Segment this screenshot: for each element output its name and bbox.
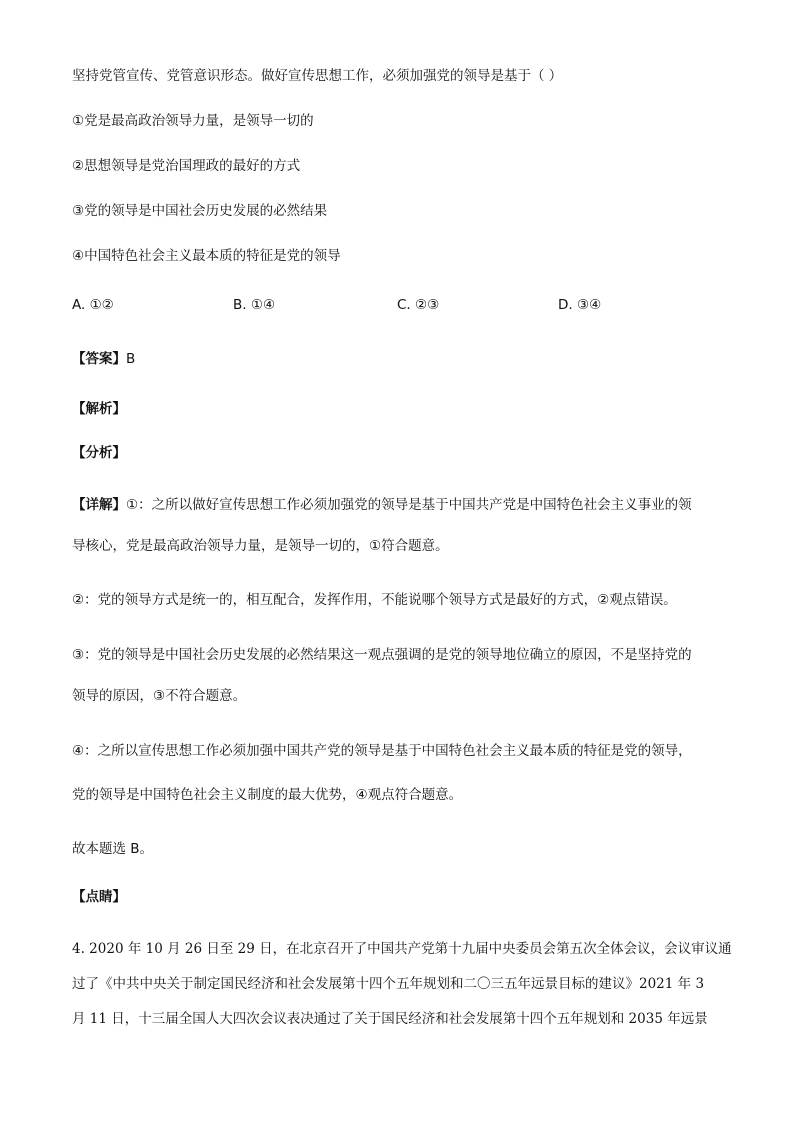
detail-p4-line1: ④：之所以宣传思想工作必须加强中国共产党的领导是基于中国特色社会主义最本质的特征是党的领导， <box>72 743 692 759</box>
detail-p3-line1: ③：党的领导是中国社会历史发展的必然结果这一观点强调的是党的领导地位确立的原因，不是坚持党的 <box>72 647 692 663</box>
statement-3: ③党的领导是中国社会历史发展的必然结果 <box>72 203 328 219</box>
option-b: B. ①④ <box>233 297 276 313</box>
detail-p3-line2: 领导的原因，③不符合题意。 <box>72 688 247 704</box>
next-question-line3: 月 11 日，十三届全国人大四次会议表决通过了关于国民经济和社会发展第十四个五年规划和 2035 年远景 <box>72 1011 708 1027</box>
detail-label: 【详解】 <box>72 497 126 513</box>
question-stem: 坚持党管宣传、党管意识形态。做好宣传思想工作，必须加强党的领导是基于（ ） <box>72 68 563 84</box>
option-d: D. ③④ <box>558 297 602 313</box>
detail-p2: ②：党的领导方式是统一的，相互配合，发挥作用，不能说哪个领导方式是最好的方式，②观点错误。 <box>72 592 677 608</box>
statement-2: ②思想领导是党治国理政的最好的方式 <box>72 158 301 174</box>
answer-value: B <box>126 351 136 367</box>
option-c: C. ②③ <box>397 297 440 313</box>
answer-label: 【答案】 <box>72 351 126 367</box>
detail-p4-line2: 党的领导是中国特色社会主义制度的最大优势，④观点符合题意。 <box>72 787 463 803</box>
next-question-line2: 过了《中共中央关于制定国民经济和社会发展第十四个五年规划和二〇三五年远景目标的建议》2021 年 3 <box>72 976 705 992</box>
dianjing-label: 【点睛】 <box>72 889 126 905</box>
fenxi-label: 【分析】 <box>72 445 126 461</box>
detail-p1-line1 <box>72 496 692 514</box>
conclusion: 故本题选 B。 <box>72 841 154 857</box>
analysis-label: 【解析】 <box>72 401 126 417</box>
answer-line <box>72 350 135 368</box>
next-question-line1: 4. 2020 年 10 月 26 日至 29 日，在北京召开了中国共产党第十九届中央委员会第五次全体会议，会议审议通 <box>72 941 732 957</box>
option-a: A. ①② <box>72 297 114 313</box>
statement-4: ④中国特色社会主义最本质的特征是党的领导 <box>72 248 341 264</box>
detail-p1-line2: 导核心，党是最高政治领导力量，是领导一切的，①符合题意。 <box>72 538 449 554</box>
statement-1: ①党是最高政治领导力量，是领导一切的 <box>72 113 314 129</box>
detail-p1-text: ①：之所以做好宣传思想工作必须加强党的领导是基于中国共产党是中国特色社会主义事业的领 <box>126 497 692 513</box>
